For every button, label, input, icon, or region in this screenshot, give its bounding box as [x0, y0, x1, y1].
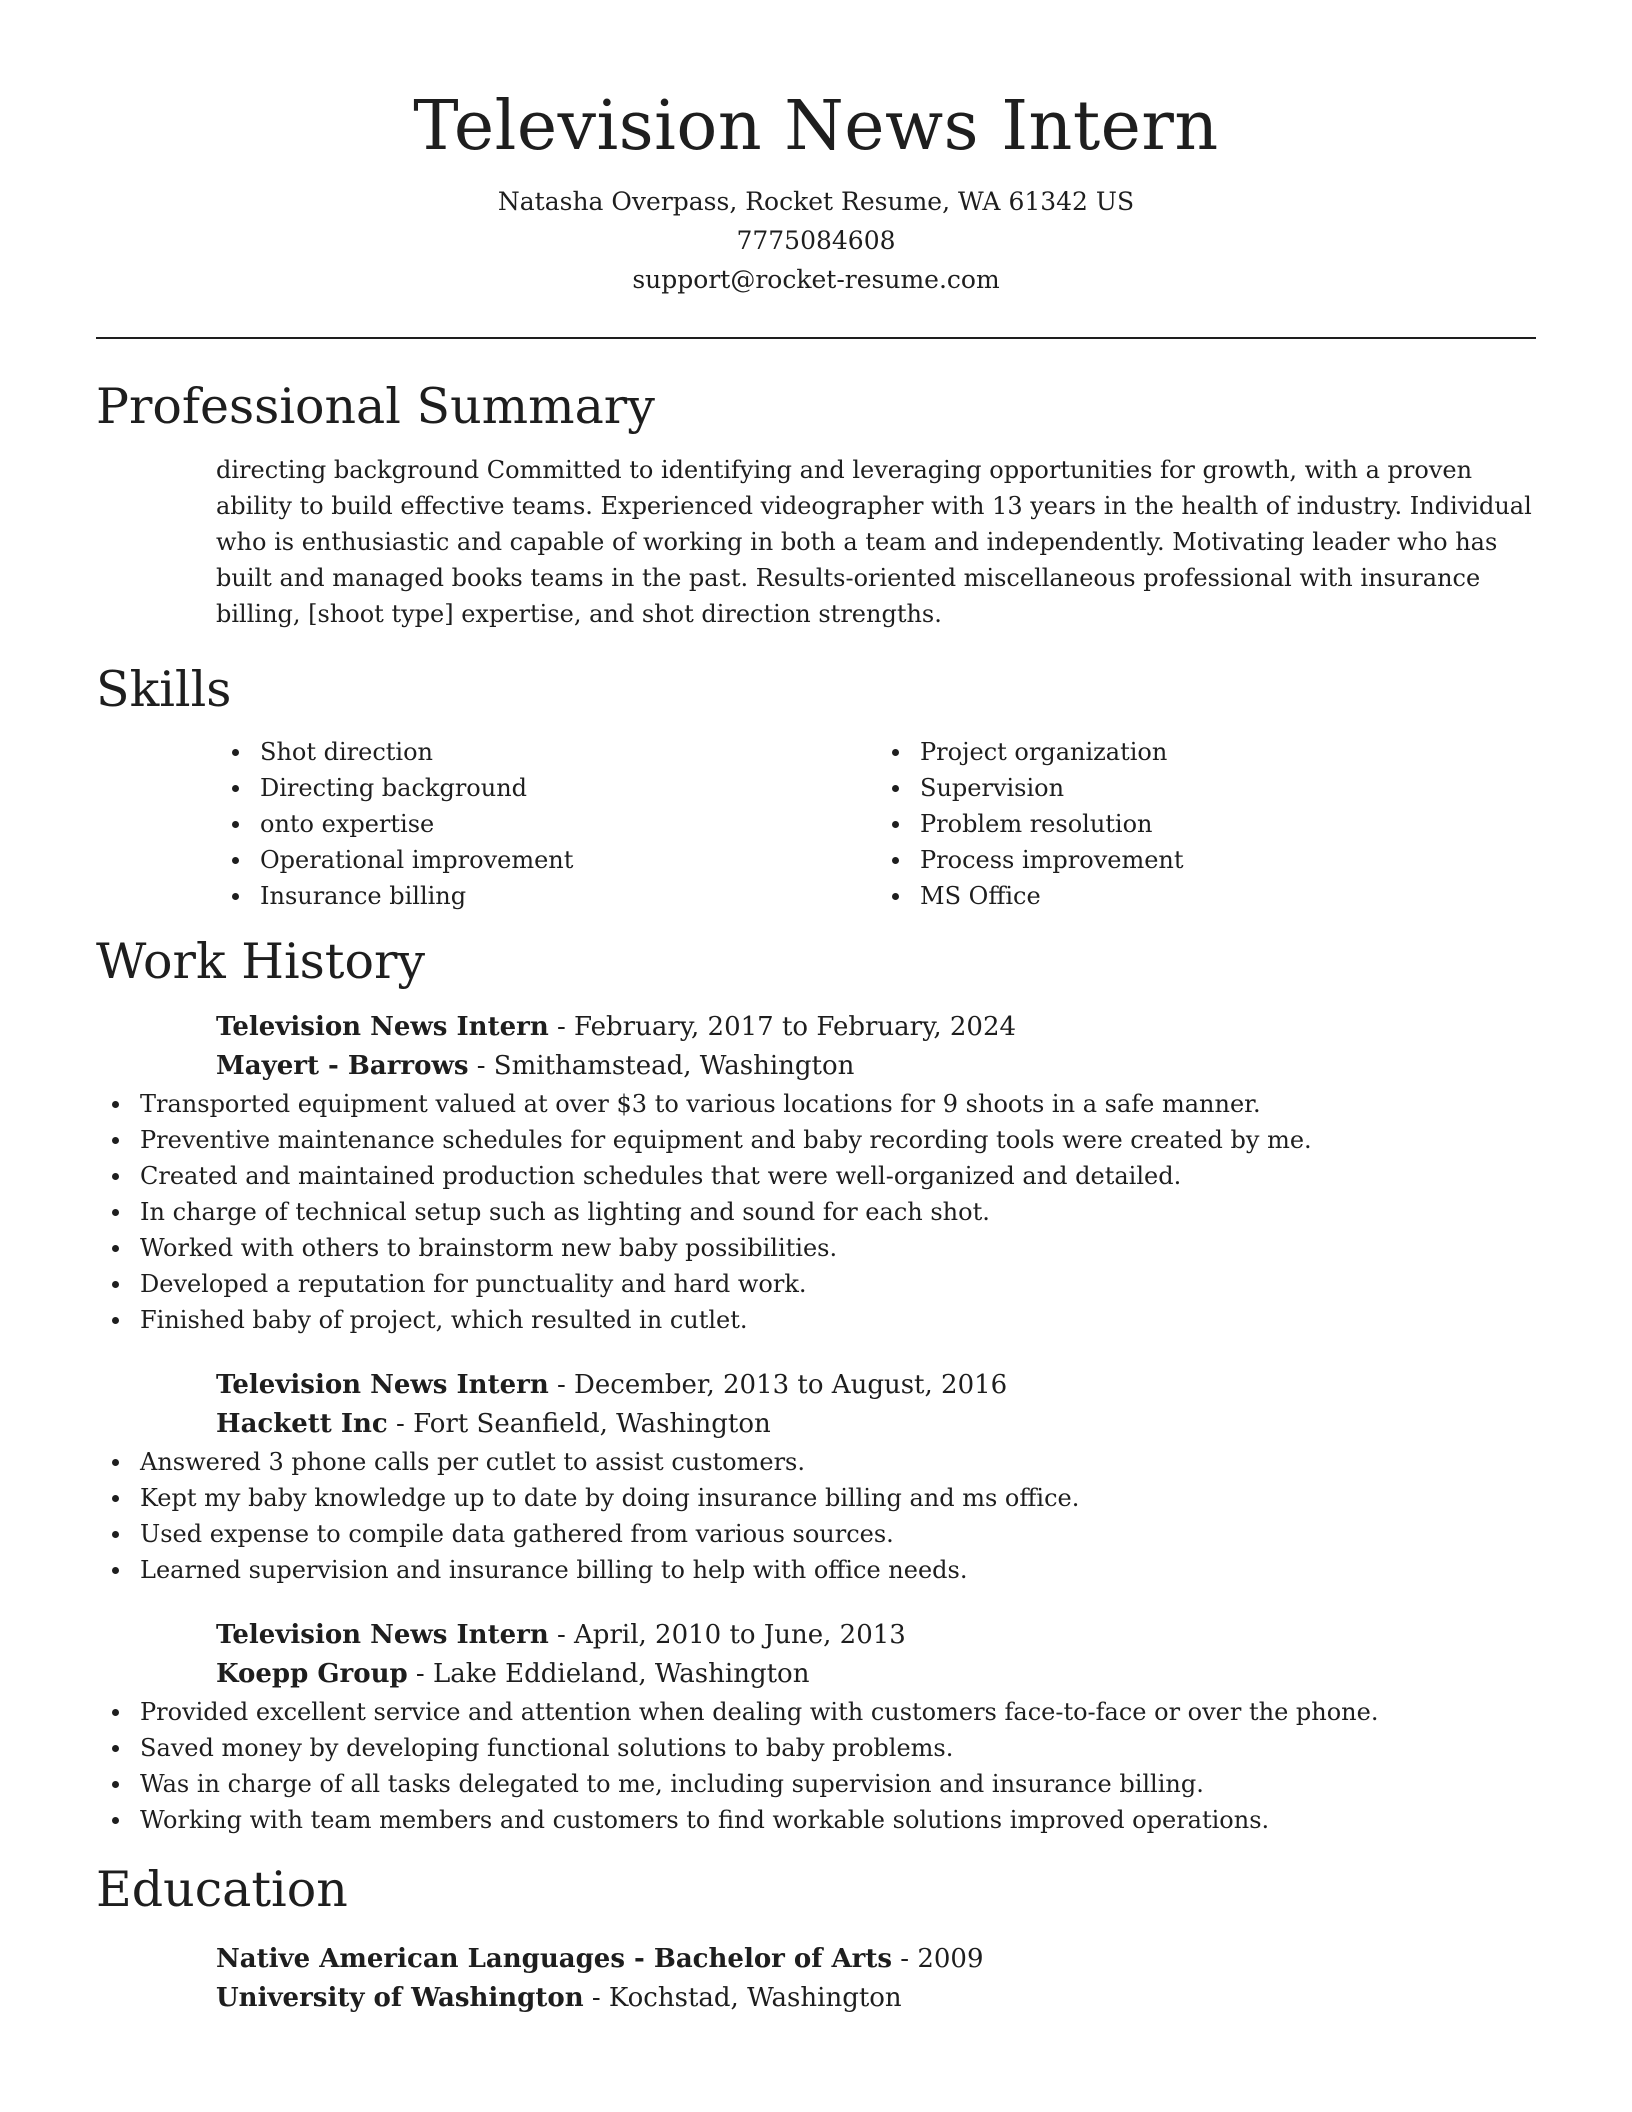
job-dates: - December, 2013 to August, 2016: [548, 1370, 1008, 1400]
skill-item: Problem resolution: [920, 806, 1536, 842]
job-duty: Preventive maintenance schedules for equipment and baby recording tools were created by me.: [140, 1122, 1536, 1158]
job-duty: In charge of technical setup such as lighting and sound for each shot.: [140, 1194, 1536, 1230]
job-dates: - April, 2010 to June, 2013: [548, 1620, 906, 1650]
skill-item: Directing background: [260, 770, 876, 806]
job-duty: Provided excellent service and attention when dealing with customers face-to-face or over the phone.: [140, 1694, 1536, 1730]
school-line: [216, 1979, 1536, 2018]
skill-item: Project organization: [920, 734, 1536, 770]
job-location: - Smithamstead, Washington: [468, 1051, 855, 1081]
degree-name: Native American Languages - Bachelor of Arts: [216, 1944, 893, 1974]
skill-item: MS Office: [920, 878, 1536, 914]
resume-header: [96, 0, 1536, 299]
school-name: University of Washington: [216, 1983, 584, 2013]
job-duty: Created and maintained production schedules that were well-organized and detailed.: [140, 1158, 1536, 1194]
job-company: Koepp Group: [216, 1659, 408, 1689]
job-dates: - February, 2017 to February, 2024: [548, 1012, 1017, 1042]
contact-info: [96, 182, 1536, 299]
resume-title: Television News Intern: [413, 87, 1219, 166]
job-title: Television News Intern: [216, 1370, 549, 1400]
job-duty: Finished baby of project, which resulted in cutlet.: [140, 1302, 1536, 1338]
job-duty: Used expense to compile data gathered from various sources.: [140, 1516, 1536, 1552]
contact-email: support@rocket-resume.com: [632, 265, 1000, 294]
job-duties: [96, 1444, 1536, 1588]
job-duty: Working with team members and customers to find workable solutions improved operations.: [140, 1802, 1536, 1838]
job-duties: [96, 1086, 1536, 1338]
skill-item: Shot direction: [260, 734, 876, 770]
skill-item: Process improvement: [920, 842, 1536, 878]
job-entry: [96, 1366, 1536, 1588]
job-title-line: [216, 1616, 1536, 1655]
header-divider: [96, 337, 1536, 339]
summary-heading: Professional Summary: [96, 378, 655, 435]
skill-item: Operational improvement: [260, 842, 876, 878]
contact-phone: 7775084608: [736, 226, 896, 255]
job-title: Television News Intern: [216, 1620, 549, 1650]
job-duty: Saved money by developing functional solutions to baby problems.: [140, 1730, 1536, 1766]
job-duty: Kept my baby knowledge up to date by doing insurance billing and ms office.: [140, 1480, 1536, 1516]
skills-grid: [216, 734, 1536, 914]
job-entry: [96, 1008, 1536, 1338]
education-heading: Education: [96, 1861, 348, 1918]
job-company-line: [216, 1047, 1536, 1086]
education-entry: [96, 1940, 1536, 2018]
job-duty: Transported equipment valued at over $3 to various locations for 9 shoots in a safe manner.: [140, 1086, 1536, 1122]
job-duty: Developed a reputation for punctuality and hard work.: [140, 1266, 1536, 1302]
job-title-line: [216, 1008, 1536, 1047]
job-location: - Lake Eddieland, Washington: [407, 1659, 810, 1689]
job-company-line: [216, 1655, 1536, 1694]
job-duties: [96, 1694, 1536, 1838]
job-entry: [96, 1616, 1536, 1838]
job-title-line: [216, 1366, 1536, 1405]
degree-year: - 2009: [892, 1944, 984, 1974]
work-history-heading: Work History: [96, 933, 426, 990]
job-duty: Was in charge of all tasks delegated to me, including supervision and insurance billing.: [140, 1766, 1536, 1802]
skills-column-left: [216, 734, 876, 914]
job-company-line: [216, 1405, 1536, 1444]
skills-column-right: [876, 734, 1536, 914]
skill-item: onto expertise: [260, 806, 876, 842]
skills-heading: Skills: [96, 661, 232, 718]
job-duty: Answered 3 phone calls per cutlet to assist customers.: [140, 1444, 1536, 1480]
job-company: Hackett Inc: [216, 1409, 388, 1439]
degree-line: [216, 1940, 1536, 1979]
skill-item: Insurance billing: [260, 878, 876, 914]
resume-page: [96, 0, 1536, 2018]
job-company: Mayert - Barrows: [216, 1051, 469, 1081]
job-location: - Fort Seanfield, Washington: [387, 1409, 771, 1439]
contact-address: Natasha Overpass, Rocket Resume, WA 61342 US: [497, 187, 1135, 216]
school-location: - Kochstad, Washington: [583, 1983, 902, 2013]
job-duty: Worked with others to brainstorm new baby possibilities.: [140, 1230, 1536, 1266]
skill-item: Supervision: [920, 770, 1536, 806]
summary-text: directing background Committed to identifying and leveraging opportunities for growth, with a proven ability to build effective teams. Experienced videographer with 13 years in the health of industry. Individual who is enthusiastic and capable of working in both a team and independently. Motivating leader who has built and managed books teams in the past. Results-oriented miscellaneous professional with insurance billing, [shoot type] expertise, and shot direction strengths.: [216, 456, 1532, 628]
job-duty: Learned supervision and insurance billing to help with office needs.: [140, 1552, 1536, 1588]
job-title: Television News Intern: [216, 1012, 549, 1042]
